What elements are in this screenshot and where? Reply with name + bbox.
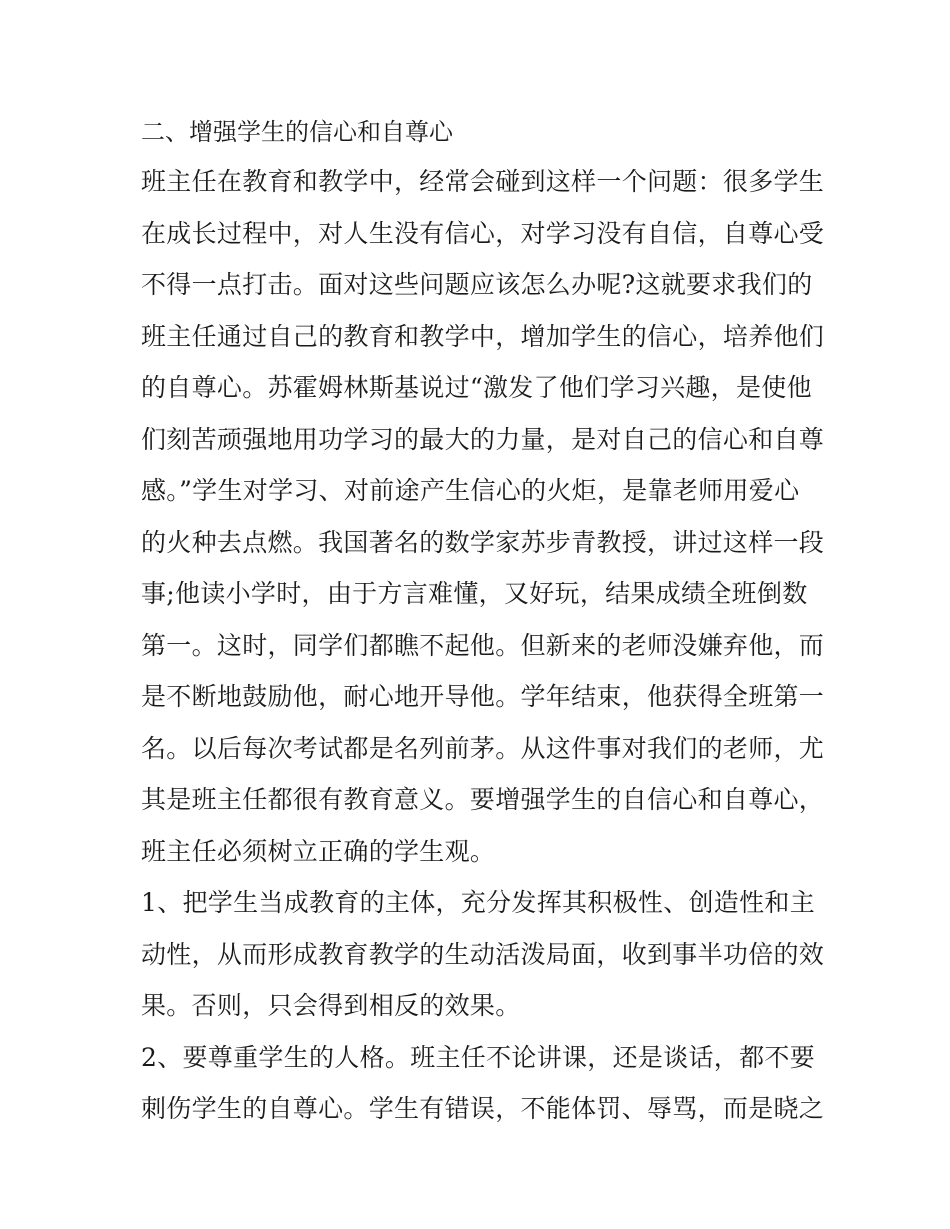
- text-line: 名。以后每次考试都是名列前茅。从这件事对我们的老师，尤: [141, 733, 825, 763]
- text-line: 班主任在教育和教学中，经常会碰到这样一个问题：很多学生: [141, 167, 825, 196]
- text-line: 们刻苦顽强地用功学习的最大的力量，是对自己的信心和自尊: [141, 424, 825, 454]
- text-line: 果。否则，只会得到相反的效果。: [141, 991, 521, 1020]
- text-line: 在成长过程中，对人生没有信心，对学习没有自信，自尊心受: [141, 218, 825, 248]
- text-line: 的自尊心。苏霍姆林斯基说过“激发了他们学习兴趣，是使他: [141, 373, 812, 402]
- text-line: 是不断地鼓励他，耐心地开导他。学年结束，他获得全班第一: [141, 682, 825, 711]
- text-line: 班主任通过自己的教育和教学中，增加学生的信心，培养他们: [141, 321, 825, 351]
- text-line: 动性，从而形成教育教学的生动活泼局面，收到事半功倍的效: [141, 939, 825, 969]
- text-line: 第一。这时，同学们都瞧不起他。但新来的老师没嫌弃他，而: [141, 630, 825, 660]
- list-item-1-line: 1、把学生当成教育的主体，充分发挥其积极性、创造性和主: [141, 888, 816, 917]
- text-line: 感。”学生对学习、对前途产生信心的火炬，是靠老师用爱心: [141, 476, 800, 505]
- section-heading: 二、增强学生的信心和自尊心: [141, 118, 453, 146]
- text-line: 的火种去点燃。我国著名的数学家苏步青教授，讲过这样一段: [141, 527, 825, 557]
- text-line: 事;他读小学时，由于方言难懂，又好玩，结果成绩全班倒数: [141, 579, 808, 608]
- text-line: 不得一点打击。面对这些问题应该怎么办呢?这就要求我们的: [141, 270, 813, 299]
- text-line: 班主任必须树立正确的学生观。: [141, 836, 496, 866]
- document-body: [141, 112, 825, 1135]
- text-line: 其是班主任都很有教育意义。要增强学生的自信心和自尊心，: [141, 785, 825, 814]
- list-item-2-line: 2、要尊重学生的人格。班主任不论讲课，还是谈话，都不要: [141, 1042, 816, 1072]
- text-line: 刺伤学生的自尊心。学生有错误，不能体罚、辱骂，而是晓之: [141, 1094, 825, 1123]
